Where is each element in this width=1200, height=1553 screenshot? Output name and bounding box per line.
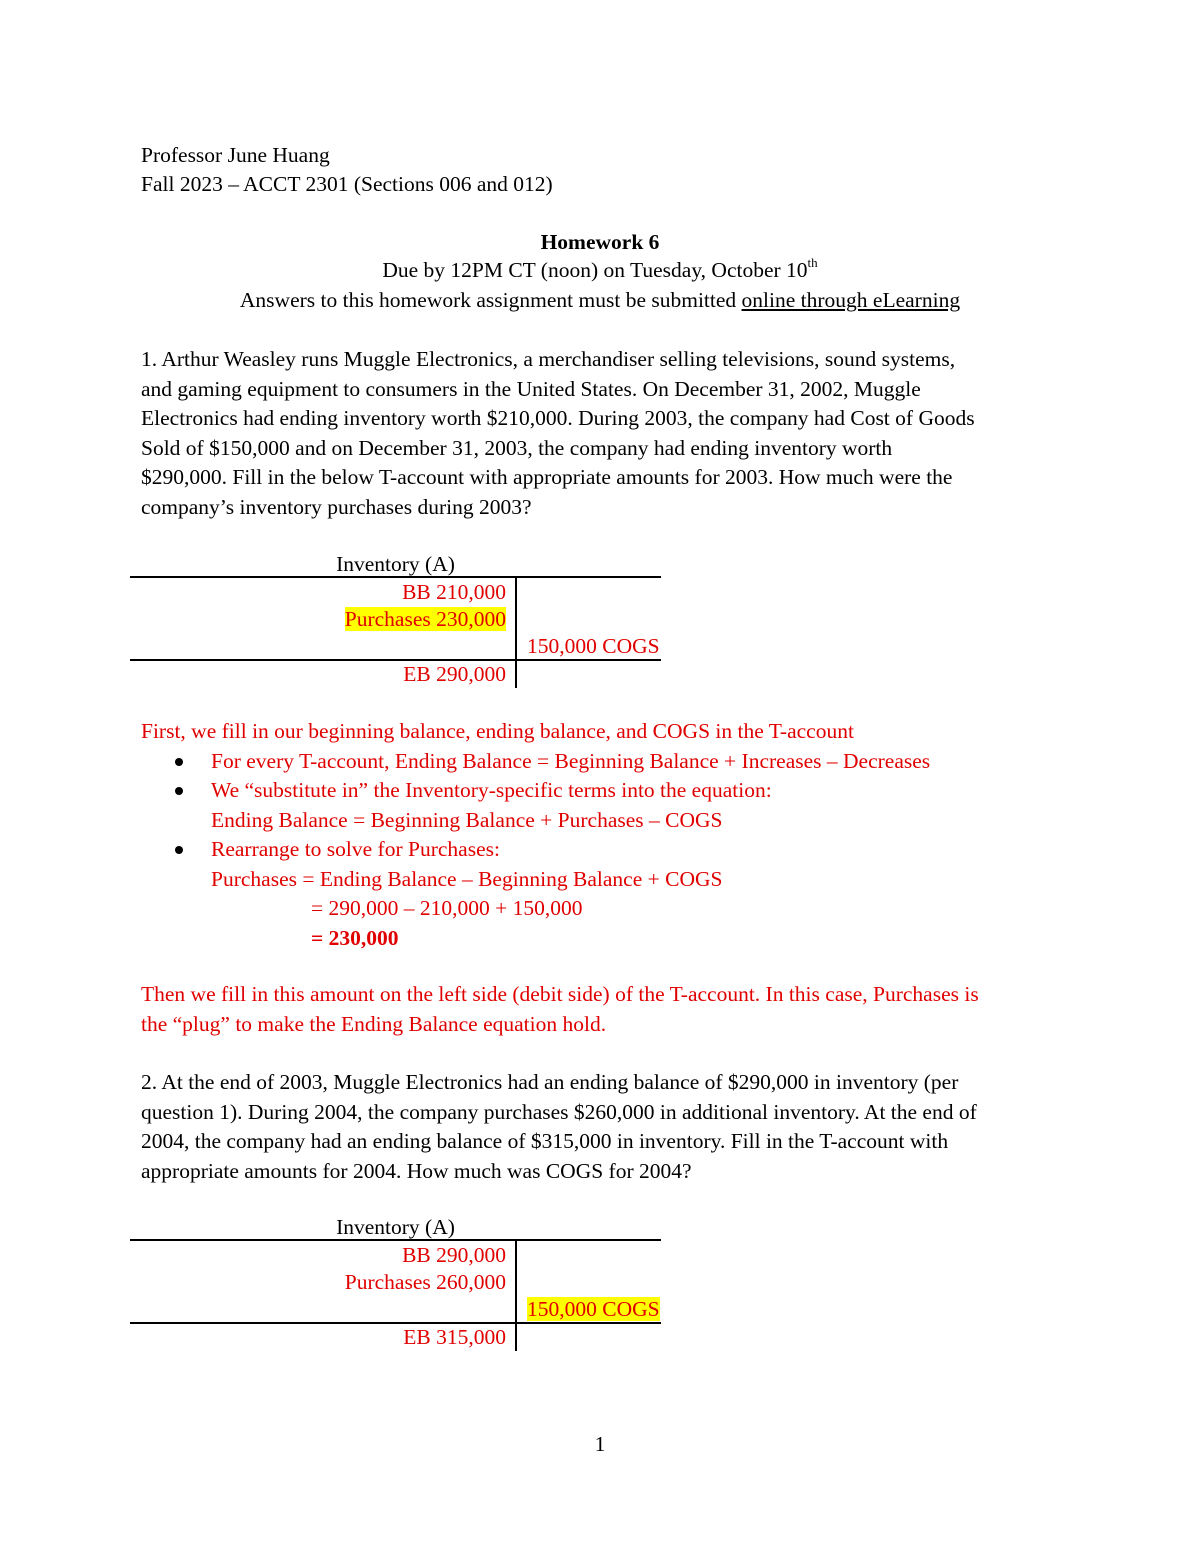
due-superscript: th [807, 254, 818, 270]
t-account-cogs: 150,000 COGS [527, 634, 660, 658]
question-line: question 1). During 2004, the company purchases $260,000 in additional inventory. At the end of [141, 1099, 977, 1124]
submission-note [0, 288, 1200, 313]
solution-steps [141, 747, 1071, 954]
t-account-bottom-rule [130, 1322, 661, 1324]
t-account-ending-balance: EB 315,000 [403, 1325, 506, 1349]
step-equation: Ending Balance = Beginning Balance + Purchases – COGS [211, 807, 723, 832]
question-line: Electronics had ending inventory worth $210,000. During 2003, the company had Cost of Goods [141, 406, 975, 430]
course-info: Fall 2023 – ACCT 2301 (Sections 006 and 012) [141, 172, 553, 196]
solution-step [141, 747, 1071, 777]
question-line: $290,000. Fill in the below T-account with appropriate amounts for 2003. How much were the [141, 465, 953, 489]
submission-text: Answers to this homework assignment must be submitted [239, 288, 742, 312]
t-account-1 [130, 551, 661, 691]
elearning-link[interactable]: online through eLearning [741, 288, 961, 312]
conclusion-line: the “plug” to make the Ending Balance equation hold. [141, 1011, 607, 1036]
t-account-purchases: Purchases 260,000 [344, 1270, 506, 1294]
homework-heading: Homework 6 [540, 230, 660, 254]
t-account-title: Inventory (A) [336, 552, 455, 576]
due-text: Due by 12PM CT (noon) on Tuesday, October 10 [382, 258, 808, 282]
solution-1-conclusion [141, 980, 1071, 1039]
t-account-beginning-balance: BB 290,000 [402, 1243, 506, 1267]
t-account-bottom-rule [130, 659, 661, 661]
solution-step [141, 835, 1071, 953]
equation-result [211, 924, 1071, 954]
step-text: For every T-account, Ending Balance = Beginning Balance + Increases – Decreases [211, 748, 931, 773]
t-account-cogs [527, 1296, 660, 1322]
conclusion-line: Then we fill in this amount on the left side (debit side) of the T-account. In this case, Purchases is [141, 982, 979, 1006]
t-account-divider [515, 1240, 517, 1351]
solution-step [141, 776, 1071, 835]
step-text: Rearrange to solve for Purchases: [211, 837, 500, 861]
question-line: Sold of $150,000 and on December 31, 2003, the company had ending inventory worth [141, 435, 893, 460]
t-account-beginning-balance: BB 210,000 [402, 580, 506, 604]
question-line: appropriate amounts for 2004. How much was COGS for 2004? [141, 1158, 692, 1183]
solution-1 [141, 717, 1071, 953]
step-equation: Purchases = Ending Balance – Beginning Balance + COGS [211, 866, 723, 891]
question-line: company’s inventory purchases during 2003? [141, 494, 532, 519]
purchases-answer-highlight: Purchases 230,000 [344, 607, 506, 631]
question-line: 2. At the end of 2003, Muggle Electronics had an ending balance of $290,000 in inventory (per [141, 1070, 959, 1094]
homework-title [0, 230, 1200, 255]
purchases-result: = 230,000 [311, 925, 399, 950]
t-account-2 [130, 1214, 661, 1354]
t-account-top-rule [130, 576, 661, 578]
t-account-ending-balance: EB 290,000 [403, 662, 506, 686]
step-text: We “substitute in” the Inventory-specific terms into the equation: [211, 778, 772, 802]
t-account-title: Inventory (A) [336, 1215, 455, 1239]
t-account-top-rule [130, 1239, 661, 1241]
question-line: 1. Arthur Weasley runs Muggle Electronics, a merchandiser selling televisions, sound systems, [141, 347, 956, 371]
due-date [0, 254, 1200, 283]
equation-substitution: = 290,000 – 210,000 + 150,000 [311, 896, 583, 920]
question-line: and gaming equipment to consumers in the United States. On December 31, 2002, Muggle [141, 376, 921, 401]
professor-name: Professor June Huang [141, 143, 330, 167]
bullet-icon [175, 787, 183, 795]
question-line: 2004, the company had an ending balance of $315,000 in inventory. Fill in the T-account with [141, 1129, 949, 1153]
page-number: 1 [594, 1432, 606, 1456]
bullet-icon [175, 758, 183, 766]
solution-intro: First, we fill in our beginning balance, ending balance, and COGS in the T-account [141, 719, 854, 743]
question-2 [141, 1068, 1071, 1186]
t-account-divider [515, 577, 517, 688]
t-account-purchases [345, 606, 506, 632]
bullet-icon [175, 846, 183, 854]
question-1 [141, 345, 1071, 522]
cogs-answer-highlight: 150,000 COGS [527, 1297, 660, 1321]
